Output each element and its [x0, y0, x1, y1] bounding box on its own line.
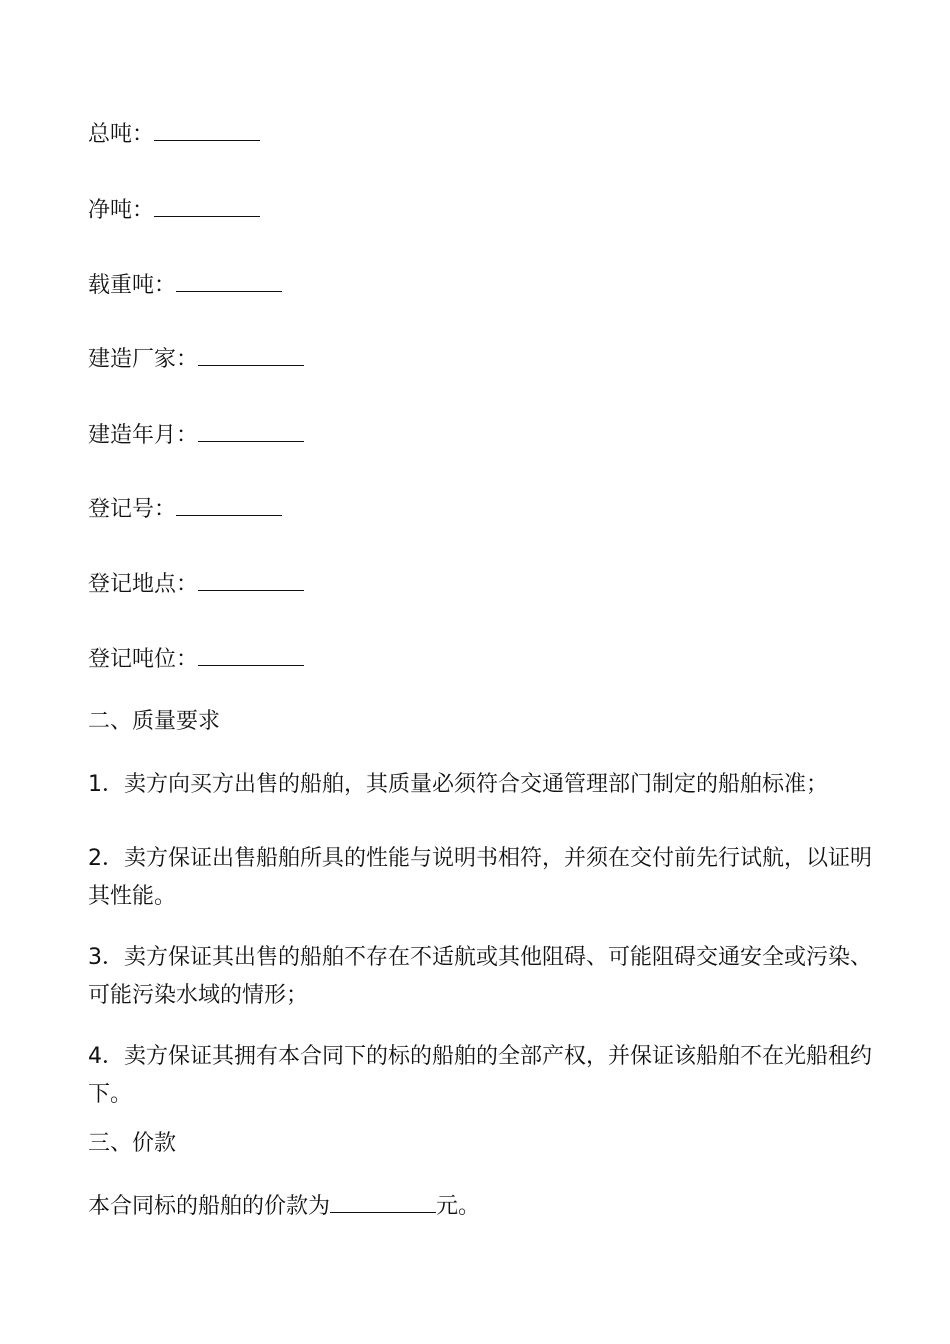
fill-blank[interactable]: [198, 570, 304, 591]
field-label: 登记吨位：: [88, 647, 199, 672]
field-builder: [88, 343, 304, 377]
price-suffix: 元。: [436, 1194, 481, 1219]
field-label: 登记号：: [88, 497, 177, 522]
fill-blank[interactable]: [154, 196, 260, 217]
section-heading-quality: 二、质量要求: [88, 709, 221, 734]
field-build-date: [88, 419, 304, 453]
field-registration-number: [88, 493, 282, 527]
field-net-tonnage: [88, 194, 260, 228]
price-statement: [88, 1190, 480, 1224]
section-heading-price: 三、价款: [88, 1131, 177, 1156]
fill-blank[interactable]: [176, 271, 282, 292]
fill-blank[interactable]: [198, 345, 304, 366]
fill-blank[interactable]: [176, 495, 282, 516]
field-deadweight-tonnage: [88, 269, 282, 303]
field-label: 建造厂家：: [88, 347, 199, 372]
fill-blank[interactable]: [198, 645, 304, 666]
quality-item-4: 4．卖方保证其拥有本合同下的标的船舶的全部产权，并保证该船舶不在光船租约下。: [88, 1044, 872, 1107]
quality-item-3: 3．卖方保证其出售的船舶不存在不适航或其他阻碍、可能阻碍交通安全或污染、可能污染水域的情形；: [88, 945, 872, 1008]
fill-blank[interactable]: [154, 120, 260, 141]
field-registration-place: [88, 568, 304, 602]
field-label: 登记地点：: [88, 572, 199, 597]
field-registered-tonnage: [88, 643, 304, 677]
field-label: 载重吨：: [88, 273, 177, 298]
field-gross-tonnage: [88, 118, 260, 152]
quality-item-2: 2．卖方保证出售船舶所具的性能与说明书相符，并须在交付前先行试航，以证明其性能。: [88, 846, 872, 909]
field-label: 总吨：: [88, 122, 155, 147]
price-prefix: 本合同标的船舶的价款为: [88, 1194, 331, 1219]
quality-item-1: 1．卖方向买方出售的船舶，其质量必须符合交通管理部门制定的船舶标准；: [88, 772, 828, 797]
field-label: 净吨：: [88, 198, 155, 223]
field-label: 建造年月：: [88, 423, 199, 448]
fill-blank[interactable]: [198, 421, 304, 442]
price-blank[interactable]: [330, 1192, 436, 1213]
